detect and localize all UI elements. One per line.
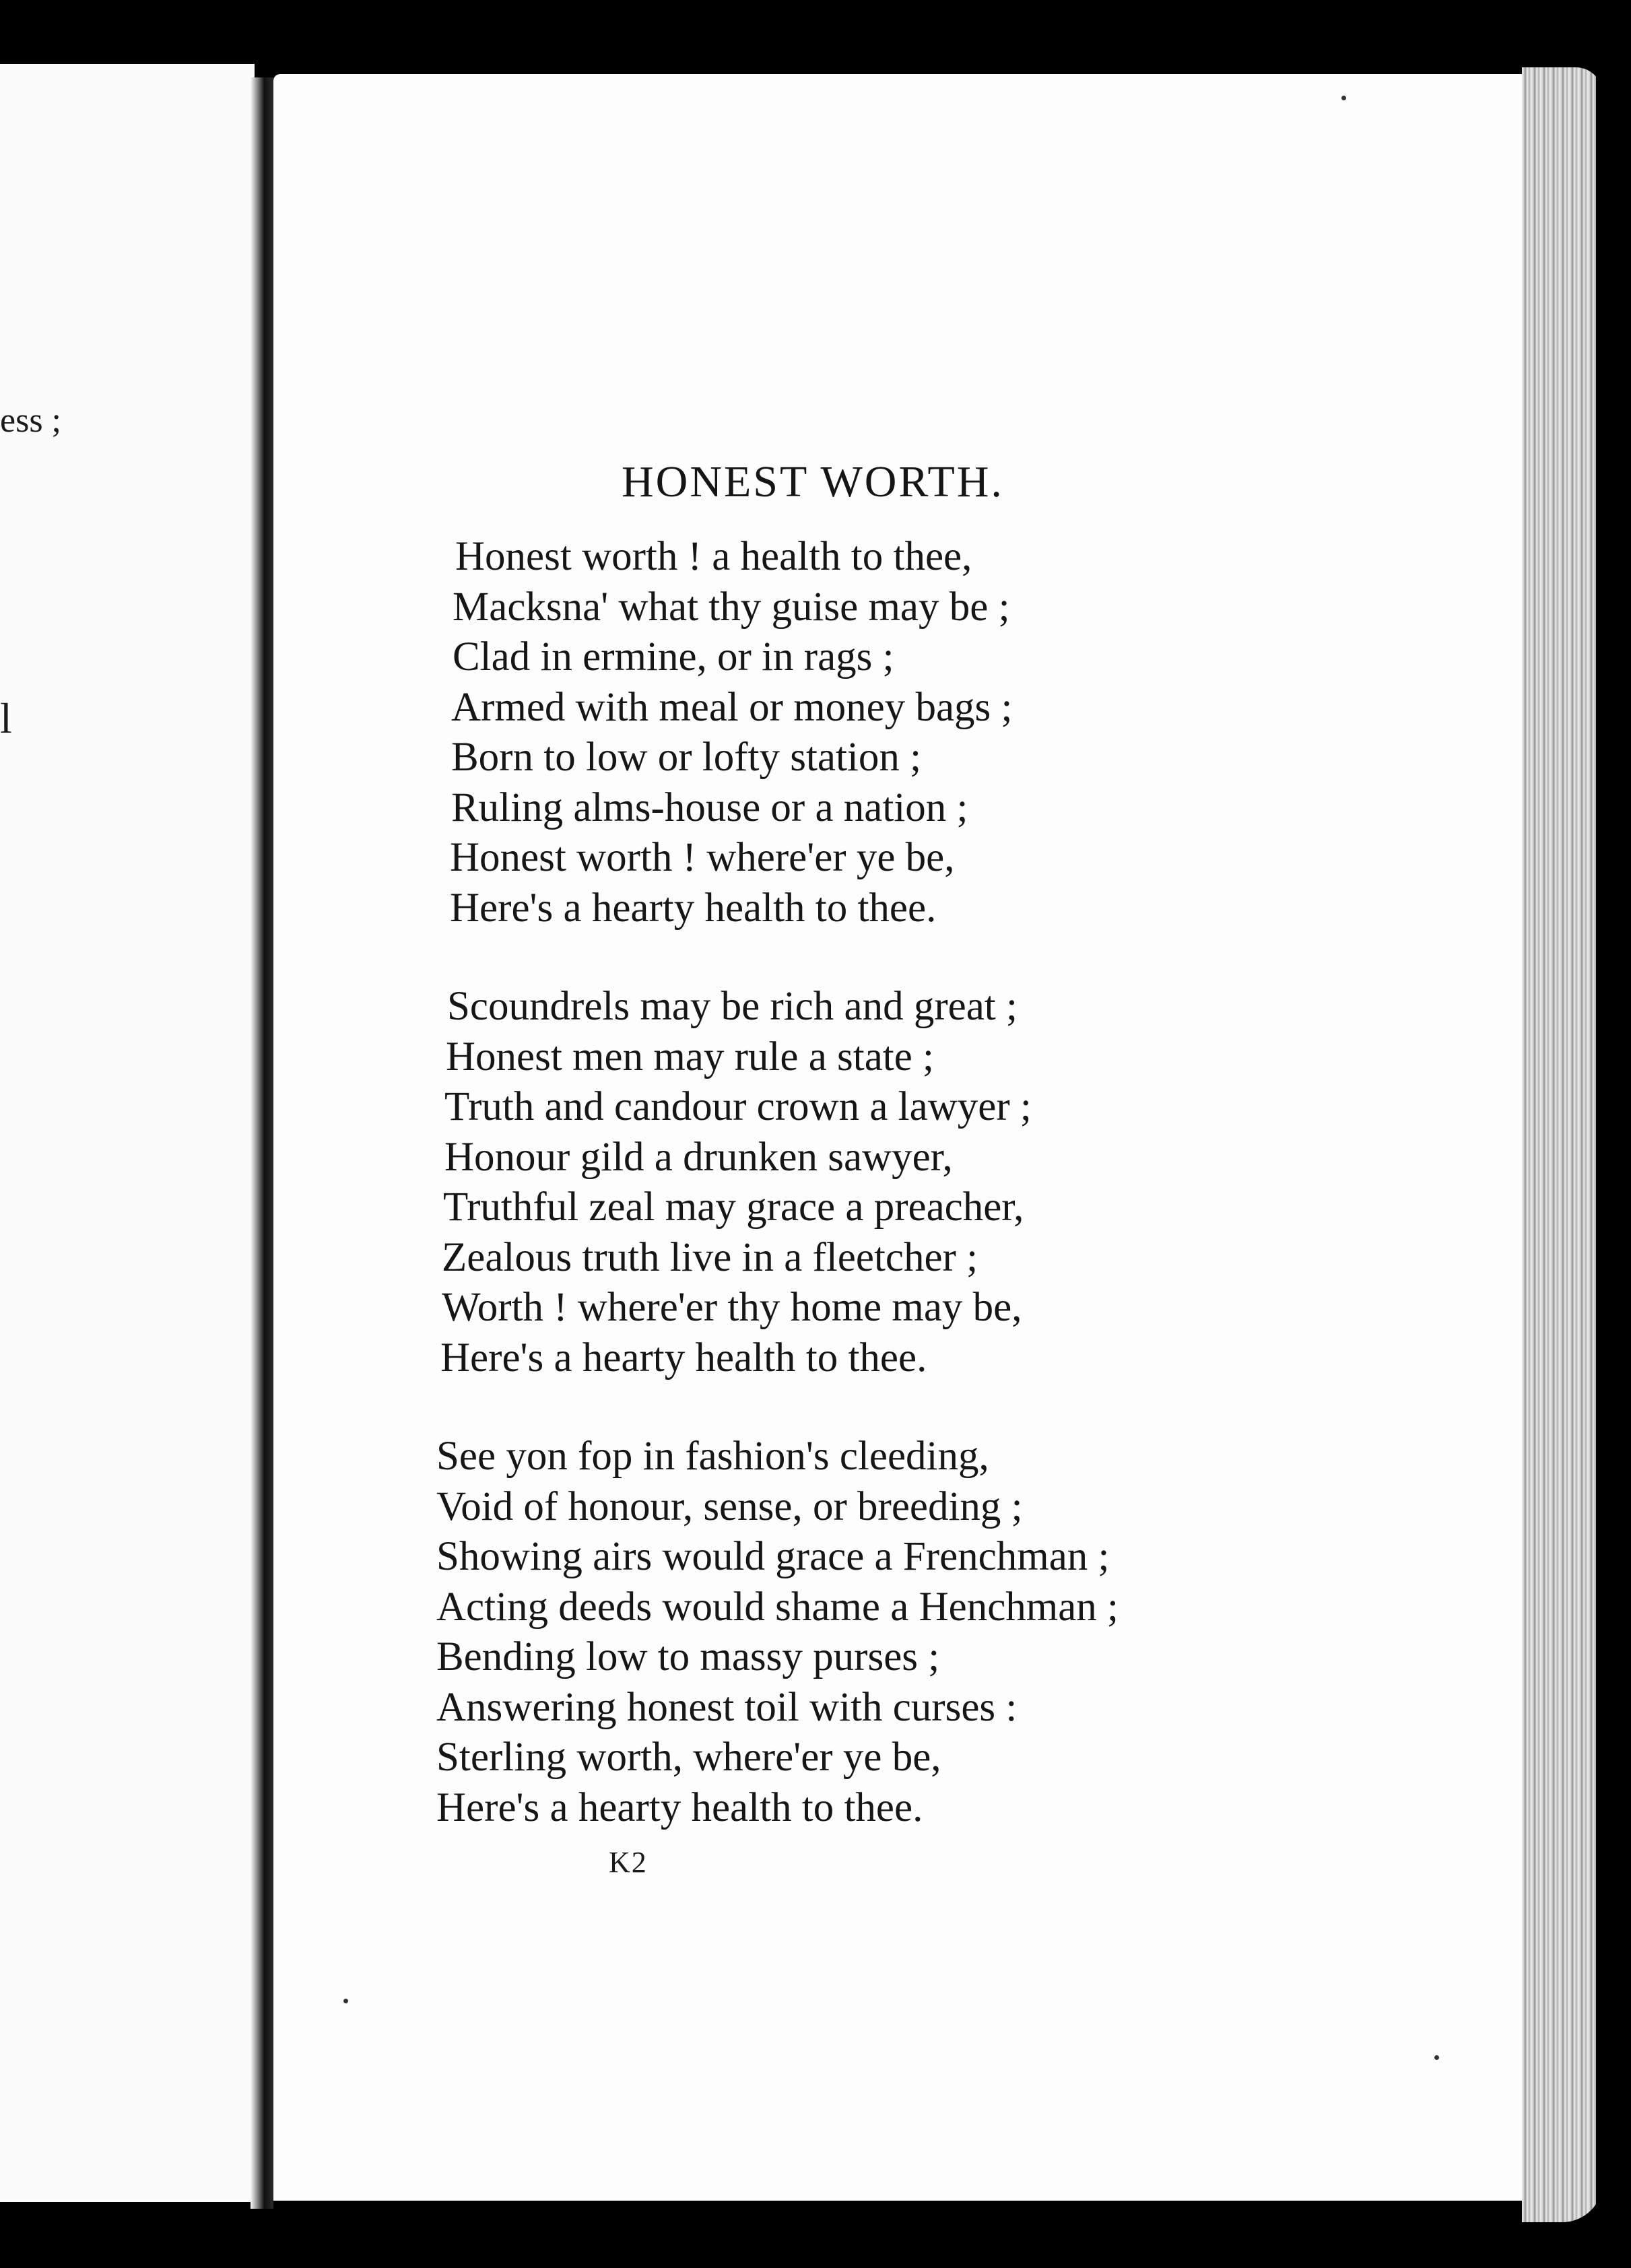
poem-line: Acting deeds would shame a Henchman ; (436, 1584, 1119, 1630)
poem-line: Here's a hearty health to thee. (440, 1335, 927, 1380)
poem-line: See yon fop in fashion's cleeding, (436, 1434, 989, 1479)
paper-speck (1341, 96, 1346, 100)
stanza (436, 532, 1446, 933)
poem-line: Macksna' what thy guise may be ; (453, 584, 1010, 630)
poem-line: Void of honour, sense, or breeding ; (436, 1483, 1023, 1529)
poem-line: Armed with meal or money bags ; (451, 684, 1013, 730)
poem-line: Zealous truth live in a fleetcher ; (442, 1234, 978, 1280)
poem-line: Honest men may rule a state ; (446, 1034, 935, 1079)
poem-title: HONEST WORTH. (622, 457, 1004, 506)
poem-line: Born to low or lofty station ; (451, 735, 922, 780)
poem-line: Honest worth ! where'er ye be, (450, 835, 955, 880)
poem-line: Honest worth ! a health to thee, (455, 534, 972, 579)
poem-line: Answering honest toil with curses : (436, 1684, 1018, 1730)
poem-line: Bending low to massy purses ; (436, 1634, 940, 1679)
stanza (436, 982, 1446, 1383)
poem-line: Scoundrels may be rich and great ; (447, 984, 1018, 1029)
poem-line: Truthful zeal may grace a preacher, (443, 1185, 1024, 1230)
paper-speck (1434, 2055, 1439, 2060)
poem-line: Ruling alms-house or a nation ; (451, 785, 968, 830)
page-edges (1522, 67, 1603, 2222)
left-facing-page (0, 64, 255, 2202)
left-page-text-fragment: l (0, 694, 12, 742)
poem-line: Honour gild a drunken sawyer, (444, 1134, 953, 1180)
poem-line: Worth ! where'er thy home may be, (442, 1285, 1022, 1330)
poem-line: Here's a hearty health to thee. (450, 885, 937, 931)
page-edges-shadow (1596, 61, 1631, 2268)
paper-speck (343, 1999, 348, 2003)
poem-line: Showing airs would grace a Frenchman ; (436, 1534, 1110, 1579)
poem-body (436, 532, 1446, 1881)
poem-line: Truth and candour crown a lawyer ; (444, 1084, 1032, 1129)
poem-line: Sterling worth, where'er ye be, (436, 1735, 941, 1780)
poem-line: Clad in ermine, or in rags ; (453, 634, 894, 679)
poem-line: Here's a hearty health to thee. (436, 1785, 923, 1830)
book-gutter (251, 77, 273, 2209)
signature-mark: K2 (609, 1846, 648, 1879)
left-page-text-fragment: ess ; (0, 401, 61, 440)
stanza (436, 1432, 1446, 1833)
